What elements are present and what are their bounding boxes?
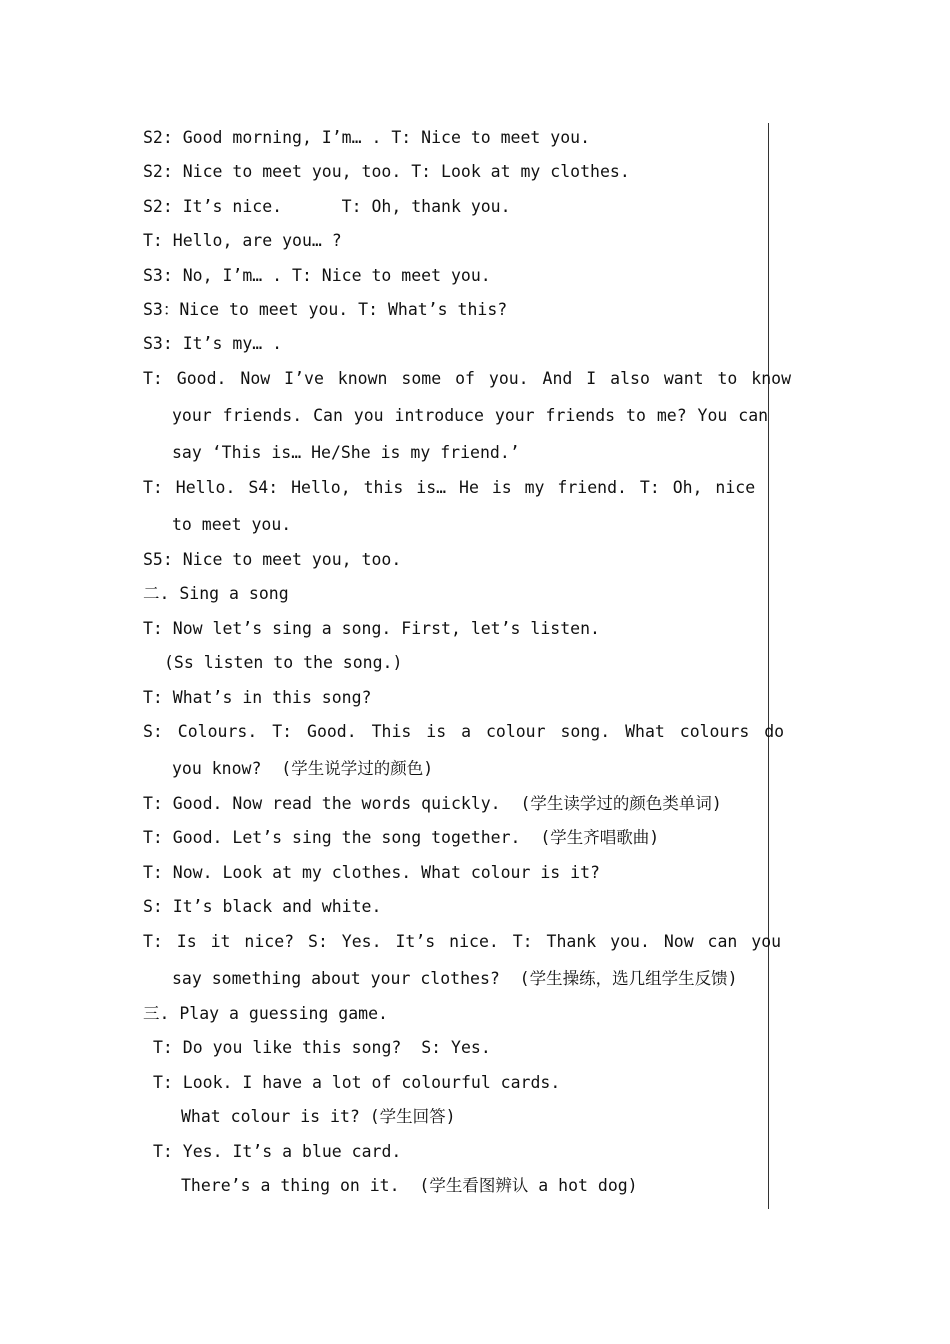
dialogue-line: S2: Good morning, I’m… . T: Nice to meet you. xyxy=(143,128,591,147)
dialogue-line: T: What’s in this song? xyxy=(143,688,372,707)
dialogue-line-continued: say something about your clothes? (学生操练，选几组学生反馈) xyxy=(172,969,738,988)
section-heading: 三. Play a guessing game. xyxy=(143,1004,388,1023)
dialogue-line: T: Is it nice? S: Yes. It’s nice. T: Thank you. Now can you xyxy=(143,932,782,951)
dialogue-line: S: It’s black and white. xyxy=(143,897,382,916)
dialogue-line-continued: to meet you. xyxy=(172,515,292,534)
dialogue-line-continued: There’s a thing on it. (学生看图辨认 a hot dog) xyxy=(181,1176,638,1195)
dialogue-line: S3：Nice to meet you. T: What’s this? xyxy=(143,300,508,319)
dialogue-line-continued: your friends. Can you introduce your friends to me? You can xyxy=(172,406,769,425)
dialogue-line: T: Hello. S4: Hello, this is… He is my friend. T: Oh, nice xyxy=(143,478,756,497)
dialogue-line: S3: It’s my… . xyxy=(143,334,283,353)
dialogue-line: T: Good. Now I’ve known some of you. And I also want to know xyxy=(143,369,792,388)
stage-direction: (Ss listen to the song.) xyxy=(164,653,403,672)
dialogue-line: T: Good. Let’s sing the song together. (学生齐唱歌曲) xyxy=(143,828,660,847)
dialogue-line: S5: Nice to meet you, too. xyxy=(143,550,402,569)
dialogue-line: T: Do you like this song? S: Yes. xyxy=(153,1038,491,1057)
dialogue-line-continued: What colour is it? (学生回答) xyxy=(181,1107,456,1126)
section-heading: 二. Sing a song xyxy=(143,584,289,603)
dialogue-line: T: Now let’s sing a song. First, let’s listen. xyxy=(143,619,600,638)
dialogue-line-continued: you know? (学生说学过的颜色) xyxy=(172,759,434,778)
table-right-border xyxy=(768,123,769,1209)
dialogue-line: S2: Nice to meet you, too. T: Look at my clothes. xyxy=(143,162,630,181)
dialogue-line: T: Yes. It’s a blue card. xyxy=(153,1142,402,1161)
dialogue-line: T: Look. I have a lot of colourful cards. xyxy=(153,1073,561,1092)
dialogue-line: S: Colours. T: Good. This is a colour song. What colours do xyxy=(143,722,785,741)
dialogue-line-continued: say ‘This is… He/She is my friend.’ xyxy=(172,443,520,462)
dialogue-line: T: Now. Look at my clothes. What colour is it? xyxy=(143,863,600,882)
dialogue-line: S2: It’s nice. T: Oh, thank you. xyxy=(143,197,511,216)
dialogue-line: S3: No, I’m… . T: Nice to meet you. xyxy=(143,266,491,285)
dialogue-line: T: Good. Now read the words quickly. (学生读学过的颜色类单词) xyxy=(143,794,722,813)
dialogue-line: T: Hello, are you… ? xyxy=(143,231,342,250)
